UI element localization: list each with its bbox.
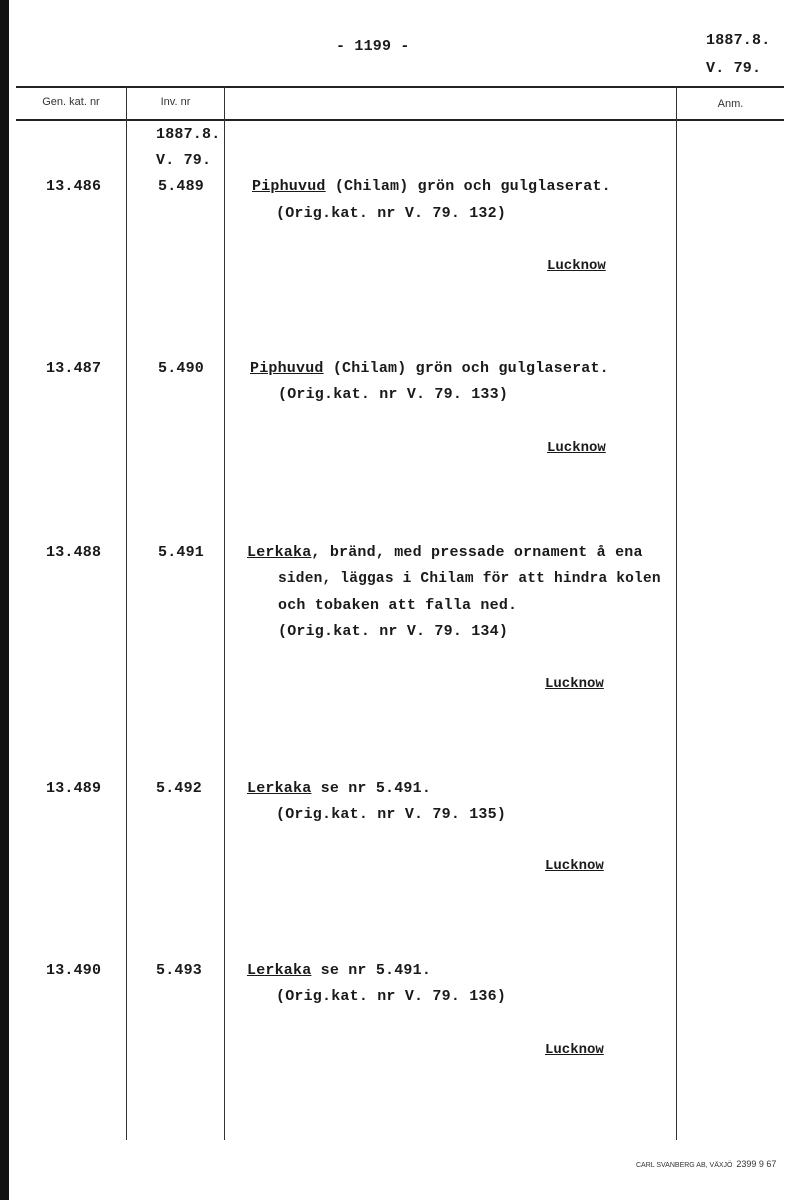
entry-title: Lerkaka — [247, 544, 312, 561]
column-divider-2 — [224, 87, 225, 1140]
printer-imprint — [636, 1159, 776, 1169]
location: Lucknow — [545, 858, 604, 874]
gen-kat-nr: 13.490 — [46, 962, 102, 979]
entry-text-line: se nr 5.491. — [311, 780, 432, 797]
page-number: - 1199 - — [336, 38, 410, 55]
group-volume: V. 79. — [156, 152, 212, 169]
table-top-rule — [16, 86, 784, 88]
location: Lucknow — [547, 440, 606, 456]
orig-kat-ref: (Orig.kat. nr V. 79. 136) — [276, 988, 507, 1005]
location: Lucknow — [545, 676, 604, 692]
location: Lucknow — [547, 258, 606, 274]
group-year: 1887.8. — [156, 126, 221, 143]
inv-nr: 5.493 — [156, 962, 203, 979]
entry-text-line: (Chilam) grön och gulglaserat. — [325, 178, 611, 195]
entry-description — [247, 780, 431, 797]
header-inv-nr: Inv. nr — [160, 96, 191, 108]
entry-title: Lerkaka — [247, 780, 312, 797]
entry-description — [252, 178, 611, 195]
entry-title: Piphuvud — [252, 178, 326, 195]
entry-description — [250, 360, 609, 377]
year-reference: 1887.8. — [706, 32, 771, 49]
gen-kat-nr: 13.488 — [46, 544, 102, 561]
entry-text-line: (Chilam) grön och gulglaserat. — [323, 360, 609, 377]
printer-name: CARL SVANBERG AB, VÄXJÖ — [636, 1162, 733, 1169]
orig-kat-ref: (Orig.kat. nr V. 79. 135) — [276, 806, 507, 823]
orig-kat-ref: (Orig.kat. nr V. 79. 133) — [278, 386, 509, 403]
entry-text-line: se nr 5.491. — [311, 962, 432, 979]
entry-text-line: , bränd, med pressade ornament å ena — [311, 544, 643, 561]
inv-nr: 5.492 — [156, 780, 203, 797]
location: Lucknow — [545, 1042, 604, 1058]
column-divider-3 — [676, 87, 677, 1140]
entry-description — [247, 544, 643, 561]
entry-text-line: siden, läggas i Chilam för att hindra kolen — [278, 571, 661, 587]
header-gen-kat-nr: Gen. kat. nr — [42, 96, 100, 108]
binder-edge — [0, 0, 9, 1200]
entry-title: Piphuvud — [250, 360, 324, 377]
entry-title: Lerkaka — [247, 962, 312, 979]
table-header-rule — [16, 119, 784, 121]
entry-text-line: och tobaken att falla ned. — [278, 597, 518, 614]
inv-nr: 5.489 — [158, 178, 205, 195]
header-anm: Anm. — [717, 98, 744, 110]
volume-reference: V. 79. — [706, 60, 762, 77]
orig-kat-ref: (Orig.kat. nr V. 79. 134) — [278, 623, 509, 640]
column-divider-1 — [126, 87, 127, 1140]
gen-kat-nr: 13.487 — [46, 360, 102, 377]
entry-description — [247, 962, 431, 979]
inv-nr: 5.490 — [158, 360, 205, 377]
inv-nr: 5.491 — [158, 544, 205, 561]
print-code: 2399 9 67 — [736, 1159, 777, 1169]
gen-kat-nr: 13.489 — [46, 780, 102, 797]
gen-kat-nr: 13.486 — [46, 178, 102, 195]
orig-kat-ref: (Orig.kat. nr V. 79. 132) — [276, 205, 507, 222]
